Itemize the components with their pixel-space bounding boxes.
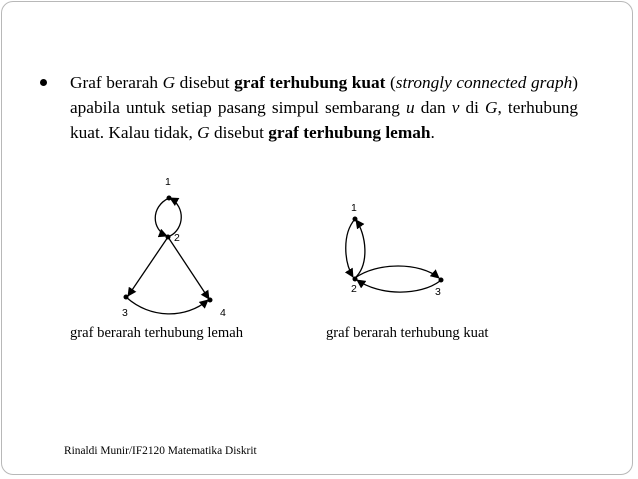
definition-bullet	[40, 70, 578, 145]
node-label-4: 4	[220, 307, 226, 319]
node-label-3: 3	[435, 286, 441, 298]
text-run: (	[385, 73, 396, 92]
italic-run: G	[485, 98, 498, 117]
italic-english-term: strongly connected graph	[395, 73, 573, 92]
graph-strong	[322, 192, 472, 302]
edge-3-2	[357, 280, 440, 292]
node-3	[124, 295, 129, 300]
node-2	[353, 277, 358, 282]
definition-text	[70, 70, 578, 145]
edge-1-2	[155, 198, 169, 236]
node-label-1: 1	[165, 176, 171, 188]
italic-run: G	[197, 123, 210, 142]
node-1	[167, 196, 172, 201]
text-run: Graf berarah	[70, 73, 163, 92]
caption-weak: graf berarah terhubung lemah	[70, 325, 244, 341]
edge-2-1	[170, 198, 181, 236]
italic-run: v	[451, 98, 460, 117]
bullet-dot-icon	[40, 79, 47, 86]
node-2	[166, 235, 171, 240]
edge-1-2	[346, 219, 355, 277]
node-label-2: 2	[174, 232, 180, 244]
text-run: disebut	[209, 123, 269, 142]
text-run: ) apabila untuk setiap pasang simpul sembarang	[70, 73, 578, 117]
slide	[1, 1, 633, 475]
italic-run: G	[162, 73, 176, 92]
node-1	[353, 217, 358, 222]
edge-2-3	[355, 266, 439, 278]
bold-term-strong: graf terhubung kuat	[234, 73, 386, 92]
edge-2-4	[168, 237, 209, 299]
text-run: , terhubung kuat. Kalau tidak,	[70, 98, 578, 142]
node-label-3: 3	[122, 307, 128, 319]
text-run: di	[459, 98, 486, 117]
node-3	[439, 278, 444, 283]
edge-2-1	[355, 220, 365, 278]
text-run: dan	[414, 98, 452, 117]
bold-term-weak: graf terhubung lemah	[268, 123, 431, 142]
node-label-1: 1	[351, 202, 357, 214]
text-run: .	[430, 123, 435, 142]
text-run: disebut	[175, 73, 235, 92]
graph-weak	[102, 167, 252, 322]
caption-strong: graf berarah terhubung kuat	[326, 325, 489, 341]
italic-run: u	[405, 98, 415, 117]
edge-3-4	[126, 297, 208, 314]
edge-2-3	[128, 237, 168, 296]
footer-author-course: Rinaldi Munir/IF2120 Matematika Diskrit	[64, 445, 257, 457]
node-label-2: 2	[351, 283, 357, 295]
node-4	[208, 298, 213, 303]
